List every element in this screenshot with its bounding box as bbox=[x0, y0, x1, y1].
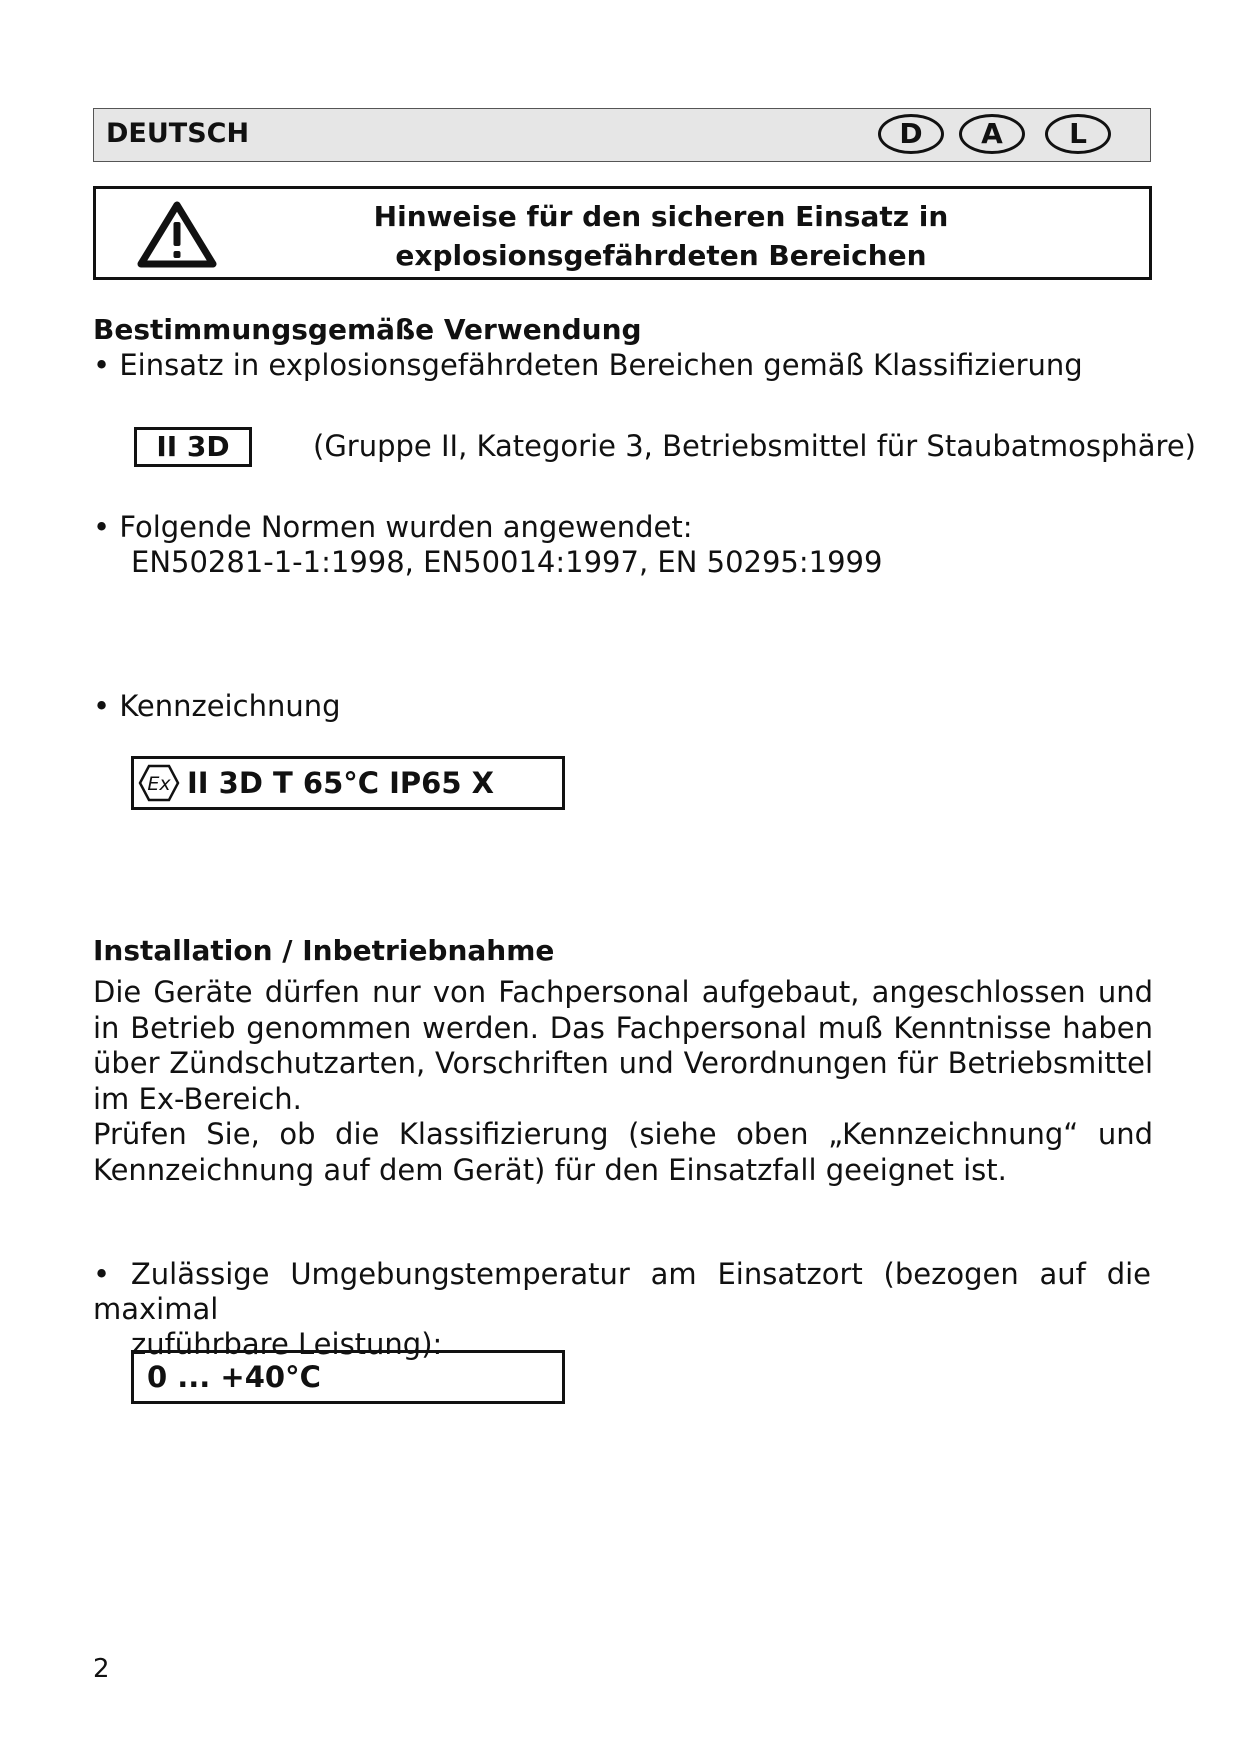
country-badge-l: L bbox=[1045, 114, 1111, 154]
language-title: DEUTSCH bbox=[106, 118, 250, 149]
svg-text:Ex: Ex bbox=[147, 773, 171, 795]
ex-hexagon-icon bbox=[138, 763, 180, 803]
safety-notice-box bbox=[93, 186, 1152, 280]
ambient-temperature-label-1: • Zulässige Umgebungstemperatur am Einsatzort (bezogen auf die maximal bbox=[93, 1257, 1151, 1326]
installation-body bbox=[93, 975, 1153, 1188]
norms-value: EN50281-1-1:1998, EN50014:1997, EN 50295:1999 bbox=[131, 545, 883, 579]
classification-description: (Gruppe II, Kategorie 3, Betriebsmittel für Staubatmosphäre) bbox=[313, 429, 1196, 463]
page-number: 2 bbox=[93, 1654, 110, 1684]
safety-notice-title bbox=[246, 197, 1076, 275]
safety-notice-line-1: Hinweise für den sicheren Einsatz in bbox=[373, 200, 949, 233]
installation-heading: Installation / Inbetriebnahme bbox=[93, 934, 555, 967]
classification-code-box: II 3D bbox=[134, 427, 252, 467]
norms-block bbox=[93, 510, 882, 580]
marking-box bbox=[131, 756, 565, 810]
safety-notice-line-2: explosionsgefährdeten Bereichen bbox=[395, 239, 927, 272]
norms-label: • Folgende Normen wurden angewendet: bbox=[93, 510, 693, 544]
ambient-temperature-label-2: zuführbare Leistung): bbox=[131, 1327, 443, 1361]
installation-paragraph-1: Die Geräte dürfen nur von Fachpersonal aufgebaut, angeschlossen und in Betrieb genommen werden. Das Fachpersonal muß Kenntnisse haben über Zündschutzarten, Vorschriften und Verordnungen für Betriebsmittel im Ex-Bereich. bbox=[93, 975, 1153, 1116]
usage-heading: Bestimmungsgemäße Verwendung bbox=[93, 313, 642, 346]
ambient-temperature-box bbox=[131, 1350, 565, 1404]
ambient-temperature-block bbox=[93, 1257, 1151, 1362]
country-badge-a: A bbox=[959, 114, 1025, 154]
marking-value: II 3D T 65°C IP65 X bbox=[187, 766, 494, 800]
installation-paragraph-2: Prüfen Sie, ob die Klassifizierung (siehe oben „Kennzeichnung“ und Kennzeichnung auf dem Gerät) für den Einsatzfall geeignet ist. bbox=[93, 1117, 1153, 1187]
ambient-temperature-value: 0 ... +40°C bbox=[147, 1360, 321, 1394]
language-header-bar bbox=[93, 108, 1151, 162]
country-badge-d: D bbox=[878, 114, 944, 154]
warning-triangle-icon bbox=[137, 200, 217, 270]
marking-label: • Kennzeichnung bbox=[93, 689, 341, 723]
usage-bullet-classification: • Einsatz in explosionsgefährdeten Bereichen gemäß Klassifizierung bbox=[93, 348, 1083, 382]
